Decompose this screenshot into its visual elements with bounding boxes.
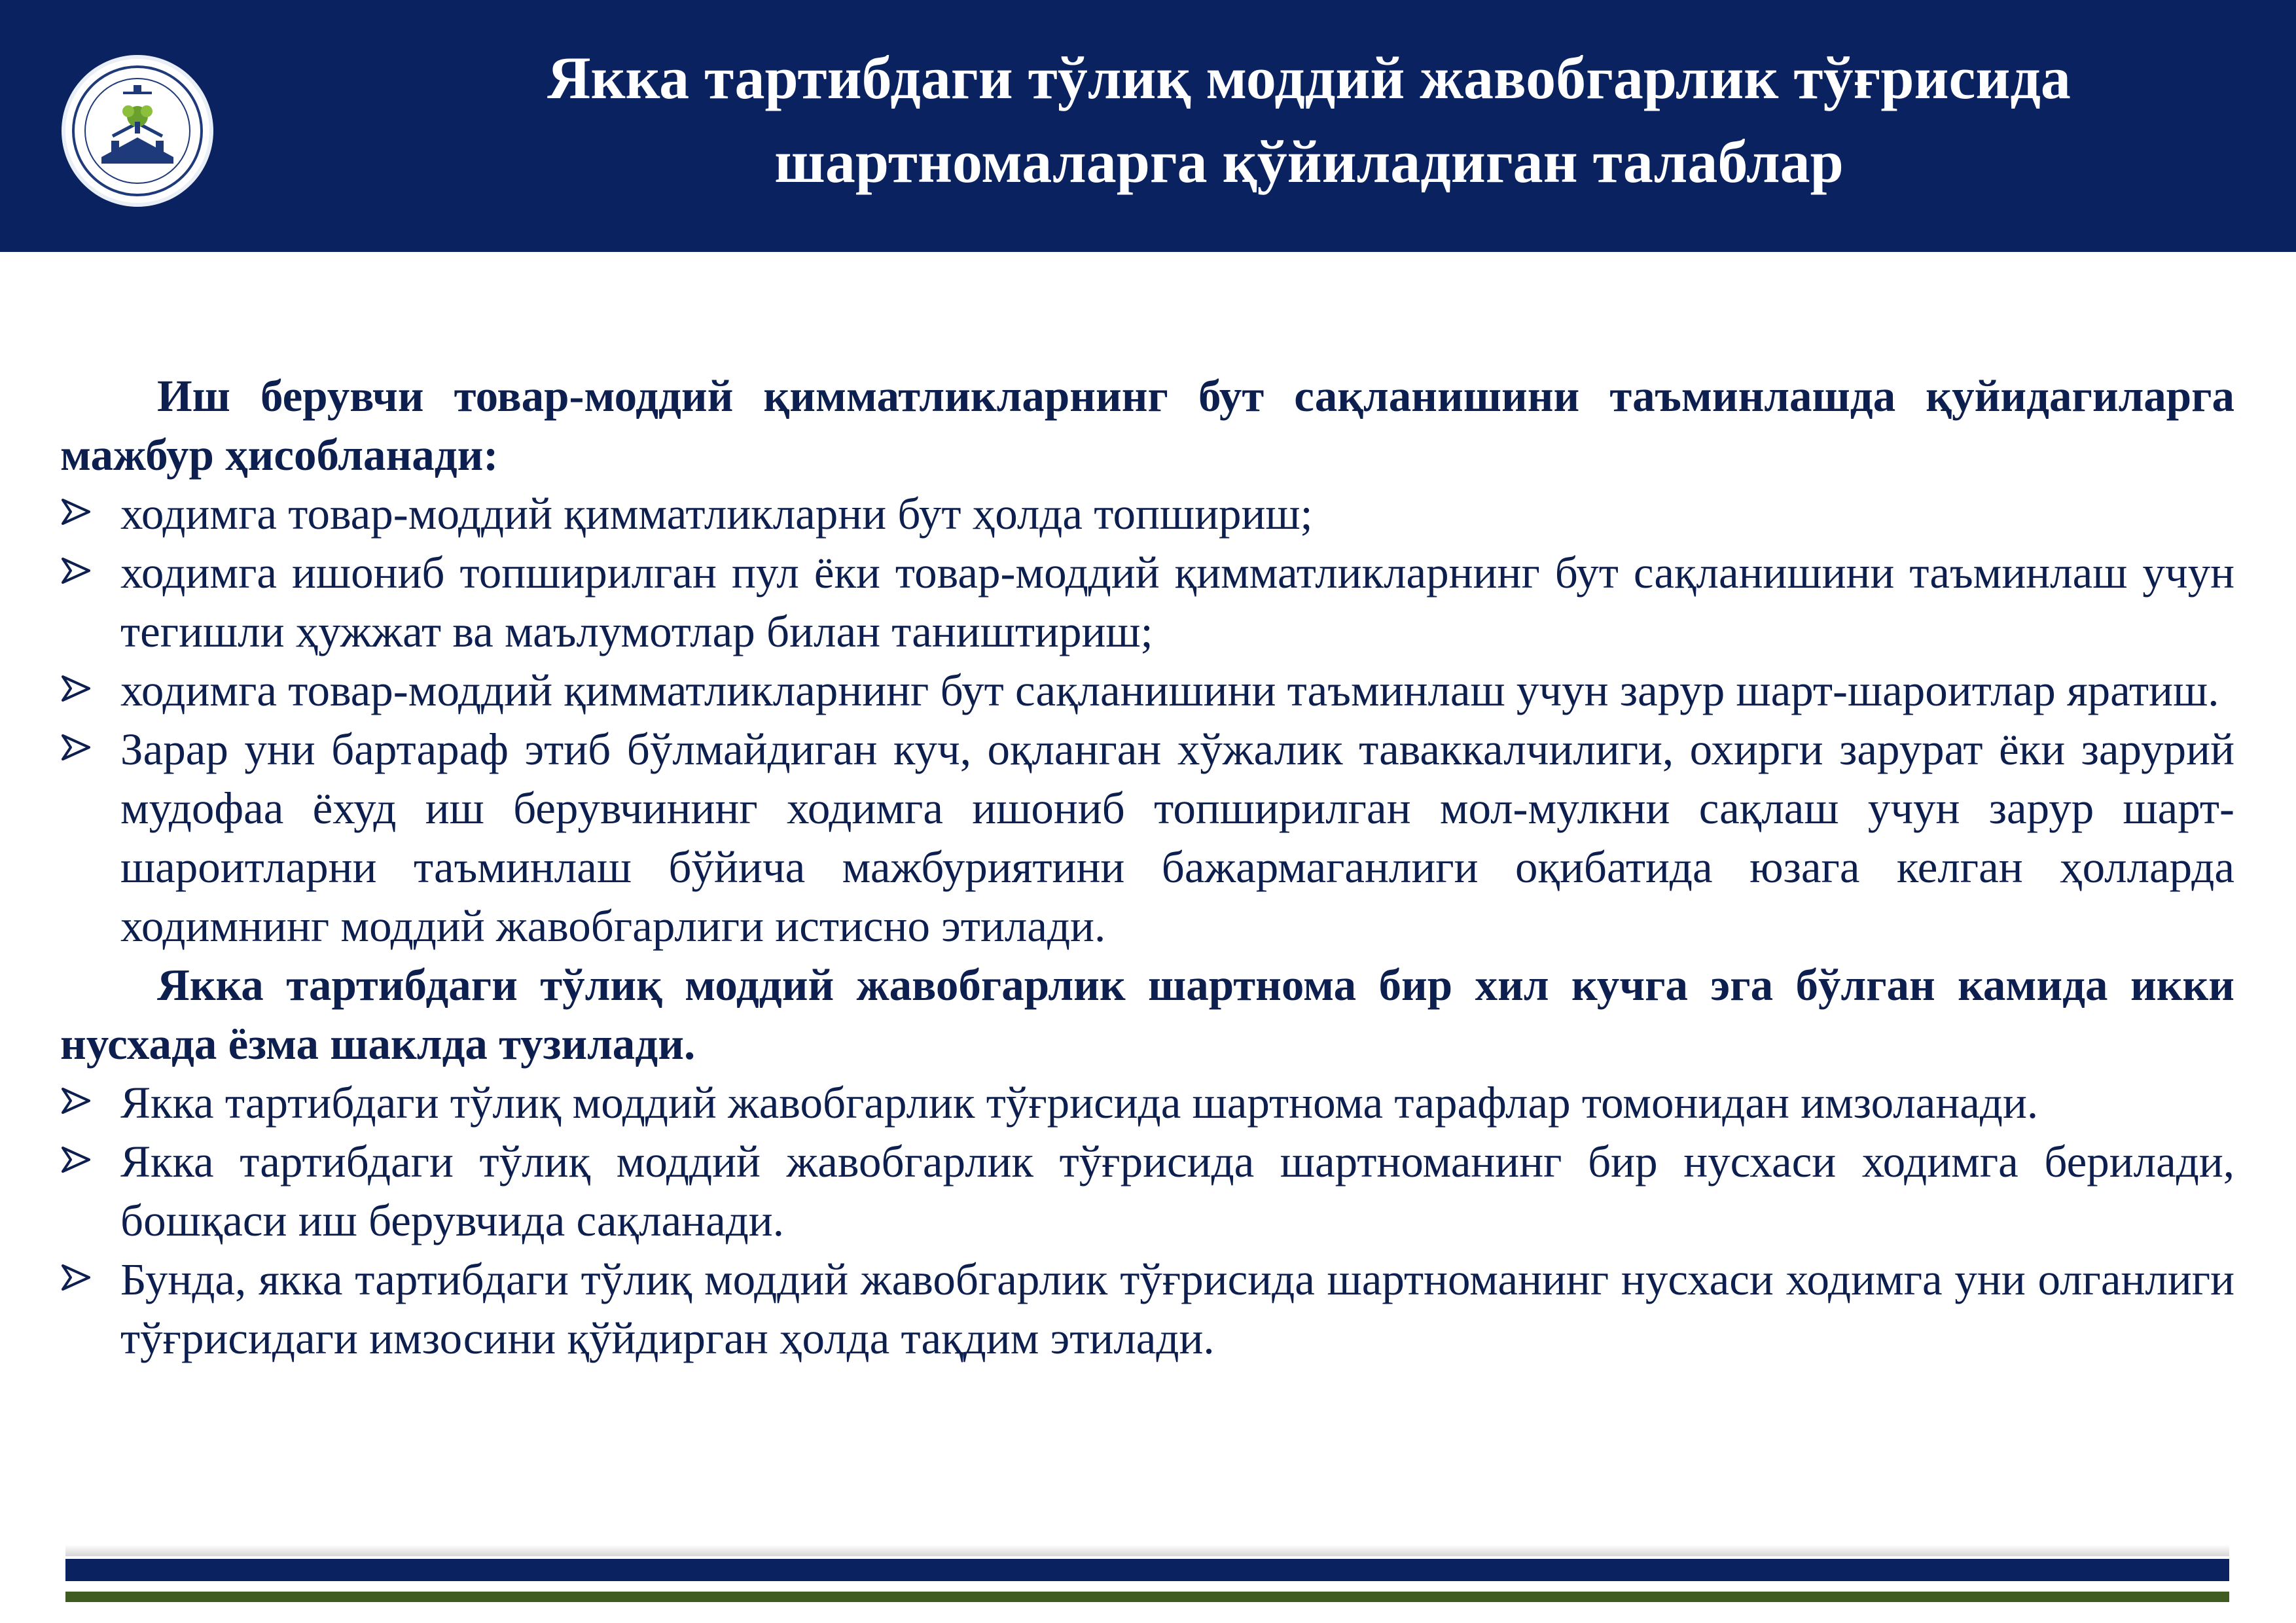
list-item-text: Якка тартибдаги тўлиқ моддий жавобгарлик тўғрисида шартноманинг бир нусхаси ходимга берилади, бошқаси иш берувчида сақланади.	[120, 1137, 2234, 1245]
title-line-2: шартномаларга қўйиладиган талаблар	[774, 128, 1844, 195]
list-item	[60, 1073, 2234, 1132]
list-item-text: Якка тартибдаги тўлиқ моддий жавобгарлик тўғрисида шартнома тарафлар томонидан имзоланади.	[120, 1078, 2039, 1128]
list-item	[60, 1132, 2234, 1250]
list-item-text: Зарар уни бартараф этиб бўлмайдиган куч, оқланган хўжалик таваккалчилиги, охирги зарурат ёки зарурий мудофаа ёхуд иш берувчининг ходимга ишониб топширилган мол-мулкни сақлаш учун зарур шарт-шароитларни таъминлаш бўйича мажбуриятини бажармаганлиги оқибатида юзага келган ҳолларда ходимнинг моддий жавобгарлиги истисно этилади.	[120, 724, 2234, 951]
footer-bar-green	[65, 1592, 2229, 1602]
header-banner	[0, 0, 2296, 252]
list-item-text: ходимга товар-моддий қимматликларнинг бут сақланишини таъминлаш учун зарур шарт-шароитлар яратиш.	[120, 666, 2219, 715]
footer-bar-blue	[65, 1559, 2229, 1581]
list-item-text: Бунда, якка тартибдаги тўлиқ моддий жавобгарлик тўғрисида шартноманинг нусхаси ходимга уни олганлиги тўғрисидаги имзосини қўйдирган ҳолда тақдим этилади.	[120, 1255, 2234, 1363]
title-line-1: Якка тартибдаги тўлиқ моддий жавобгарлик тўғрисида	[547, 45, 2071, 111]
intro-paragraph: Иш берувчи товар-моддий қимматликларнинг бут сақланишини таъминлашда қуйидагиларга мажбур ҳисобланади:	[60, 371, 2234, 480]
list-item-text: ходимга товар-моддий қимматликларни бут ҳолда топшириш;	[120, 489, 1313, 539]
page-title	[367, 36, 2251, 204]
list-item	[60, 661, 2234, 720]
main-content	[60, 366, 2234, 1368]
university-emblem-icon	[65, 59, 209, 203]
list-item	[60, 720, 2234, 955]
list-item-text: ходимга ишониб топширилган пул ёки товар-моддий қимматликларнинг бут сақланишини таъминлаш учун тегишли ҳужжат ва маълумотлар билан таништириш;	[120, 548, 2234, 656]
list-item	[60, 484, 2234, 543]
footer-shadow	[65, 1544, 2229, 1556]
contract-list	[60, 1073, 2234, 1368]
list-item	[60, 543, 2234, 661]
list-item	[60, 1250, 2234, 1368]
obligations-list	[60, 484, 2234, 955]
contract-paragraph: Якка тартибдаги тўлиқ моддий жавобгарлик шартнома бир хил кучга эга бўлган камида икки нусхада ёзма шаклда тузилади.	[60, 960, 2234, 1069]
